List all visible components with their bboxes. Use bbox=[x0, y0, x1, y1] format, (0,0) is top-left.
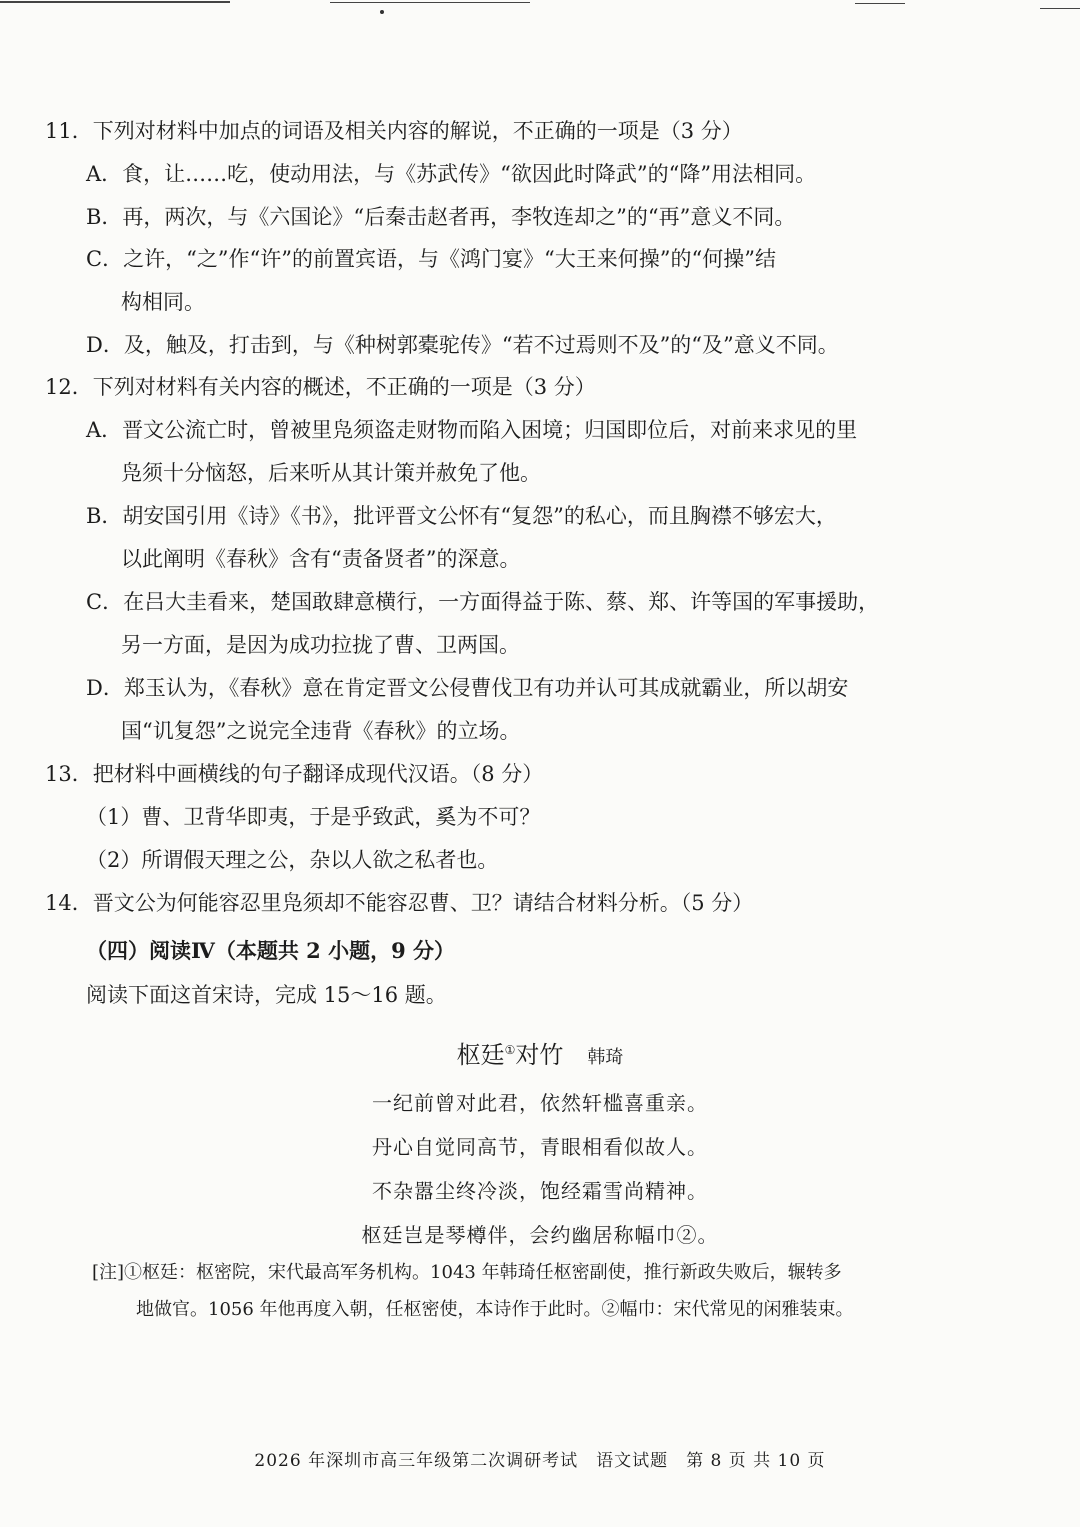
scan-artifact bbox=[0, 1, 230, 3]
poem-title-part-2: 对竹 bbox=[515, 1041, 564, 1069]
scan-artifact bbox=[380, 10, 384, 14]
scan-artifact bbox=[855, 3, 905, 4]
question-13-item-1: （1）曹、卫背华即夷，于是乎致武，奚为不可？ bbox=[86, 805, 541, 829]
poem-line-2: 丹心自觉同高节，青眼相看似故人。 bbox=[372, 1135, 708, 1159]
page-footer: 2026 年深圳市高三年级第二次调研考试 语文试题 第 8 页 共 10 页 bbox=[254, 1451, 826, 1471]
question-12-option-d: D．郑玉认为，《春秋》意在肯定晋文公侵曹伐卫有功并认可其成就霸业，所以胡安 bbox=[86, 676, 849, 700]
question-12-stem: 12．下列对材料有关内容的概述，不正确的一项是（3 分） bbox=[45, 375, 596, 399]
question-13-item-2: （2）所谓假天理之公，杂以人欲之私者也。 bbox=[86, 848, 499, 872]
poem-note-line-1: [注]①枢廷：枢密院，宋代最高军务机构。1043 年韩琦任枢密副使，推行新政失败后，辗转多 bbox=[92, 1262, 842, 1283]
poem-author: 韩琦 bbox=[587, 1047, 624, 1068]
section-heading: （四）阅读Ⅳ（本题共 2 小题，9 分） bbox=[86, 938, 455, 963]
question-14-stem: 14．晋文公为何能容忍里凫须却不能容忍曹、卫？请结合材料分析。（5 分） bbox=[45, 891, 754, 915]
question-11-option-c-cont: 构相同。 bbox=[121, 290, 205, 314]
question-11-option-c: C．之许，“之”作“许”的前置宾语，与《鸿门宴》“大王来何操”的“何操”结 bbox=[86, 247, 776, 271]
question-12-option-a: A．晋文公流亡时，曾被里凫须盗走财物而陷入困境；归国即位后，对前来求见的里 bbox=[86, 418, 858, 442]
section-instruction: 阅读下面这首宋诗，完成 15～16 题。 bbox=[86, 983, 447, 1007]
question-13-stem: 13．把材料中画横线的句子翻译成现代汉语。（8 分） bbox=[45, 762, 544, 786]
poem-title bbox=[0, 1035, 1080, 1070]
question-11-stem: 11．下列对材料中加点的词语及相关内容的解说，不正确的一项是（3 分） bbox=[45, 119, 743, 143]
question-12-option-b-cont: 以此阐明《春秋》含有“责备贤者”的深意。 bbox=[121, 547, 521, 571]
poem-title-part-1: 枢廷 bbox=[456, 1041, 505, 1069]
question-12-option-b: B．胡安国引用《诗》《书》，批评晋文公怀有“复怨”的私心，而且胸襟不够宏大， bbox=[86, 504, 837, 528]
question-11-option-a: A．食，让……吃，使动用法，与《苏武传》“欲因此时降武”的“降”用法相同。 bbox=[86, 162, 817, 186]
question-12-option-d-cont: 国“讥复怨”之说完全违背《春秋》的立场。 bbox=[121, 719, 521, 743]
question-12-option-c-cont: 另一方面，是因为成功拉拢了曹、卫两国。 bbox=[121, 633, 520, 657]
question-12-option-c: C．在吕大圭看来，楚国敢肆意横行，一方面得益于陈、蔡、郑、许等国的军事援助， bbox=[86, 590, 880, 614]
footnote-marker: ① bbox=[504, 1043, 516, 1057]
poem-line-3: 不杂嚣尘终冷淡，饱经霜雪尚精神。 bbox=[372, 1179, 708, 1203]
scan-artifact bbox=[330, 2, 530, 3]
scan-artifact bbox=[1040, 8, 1080, 9]
question-11-option-b: B．再，两次，与《六国论》“后秦击赵者再，李牧连却之”的“再”意义不同。 bbox=[86, 205, 796, 229]
poem-line-1: 一纪前曾对此君，依然轩槛喜重亲。 bbox=[372, 1091, 708, 1115]
question-11-option-d: D．及，触及，打击到，与《种树郭橐驼传》“若不过焉则不及”的“及”意义不同。 bbox=[86, 333, 839, 357]
question-12-option-a-cont: 凫须十分恼怒，后来听从其计策并赦免了他。 bbox=[121, 461, 541, 485]
poem-line-4: 枢廷岂是琴樽伴，会约幽居称幅巾②。 bbox=[361, 1223, 719, 1247]
poem-note-line-2: 地做官。1056 年他再度入朝，任枢密使，本诗作于此时。②幅巾：宋代常见的闲雅装束。 bbox=[136, 1299, 854, 1320]
